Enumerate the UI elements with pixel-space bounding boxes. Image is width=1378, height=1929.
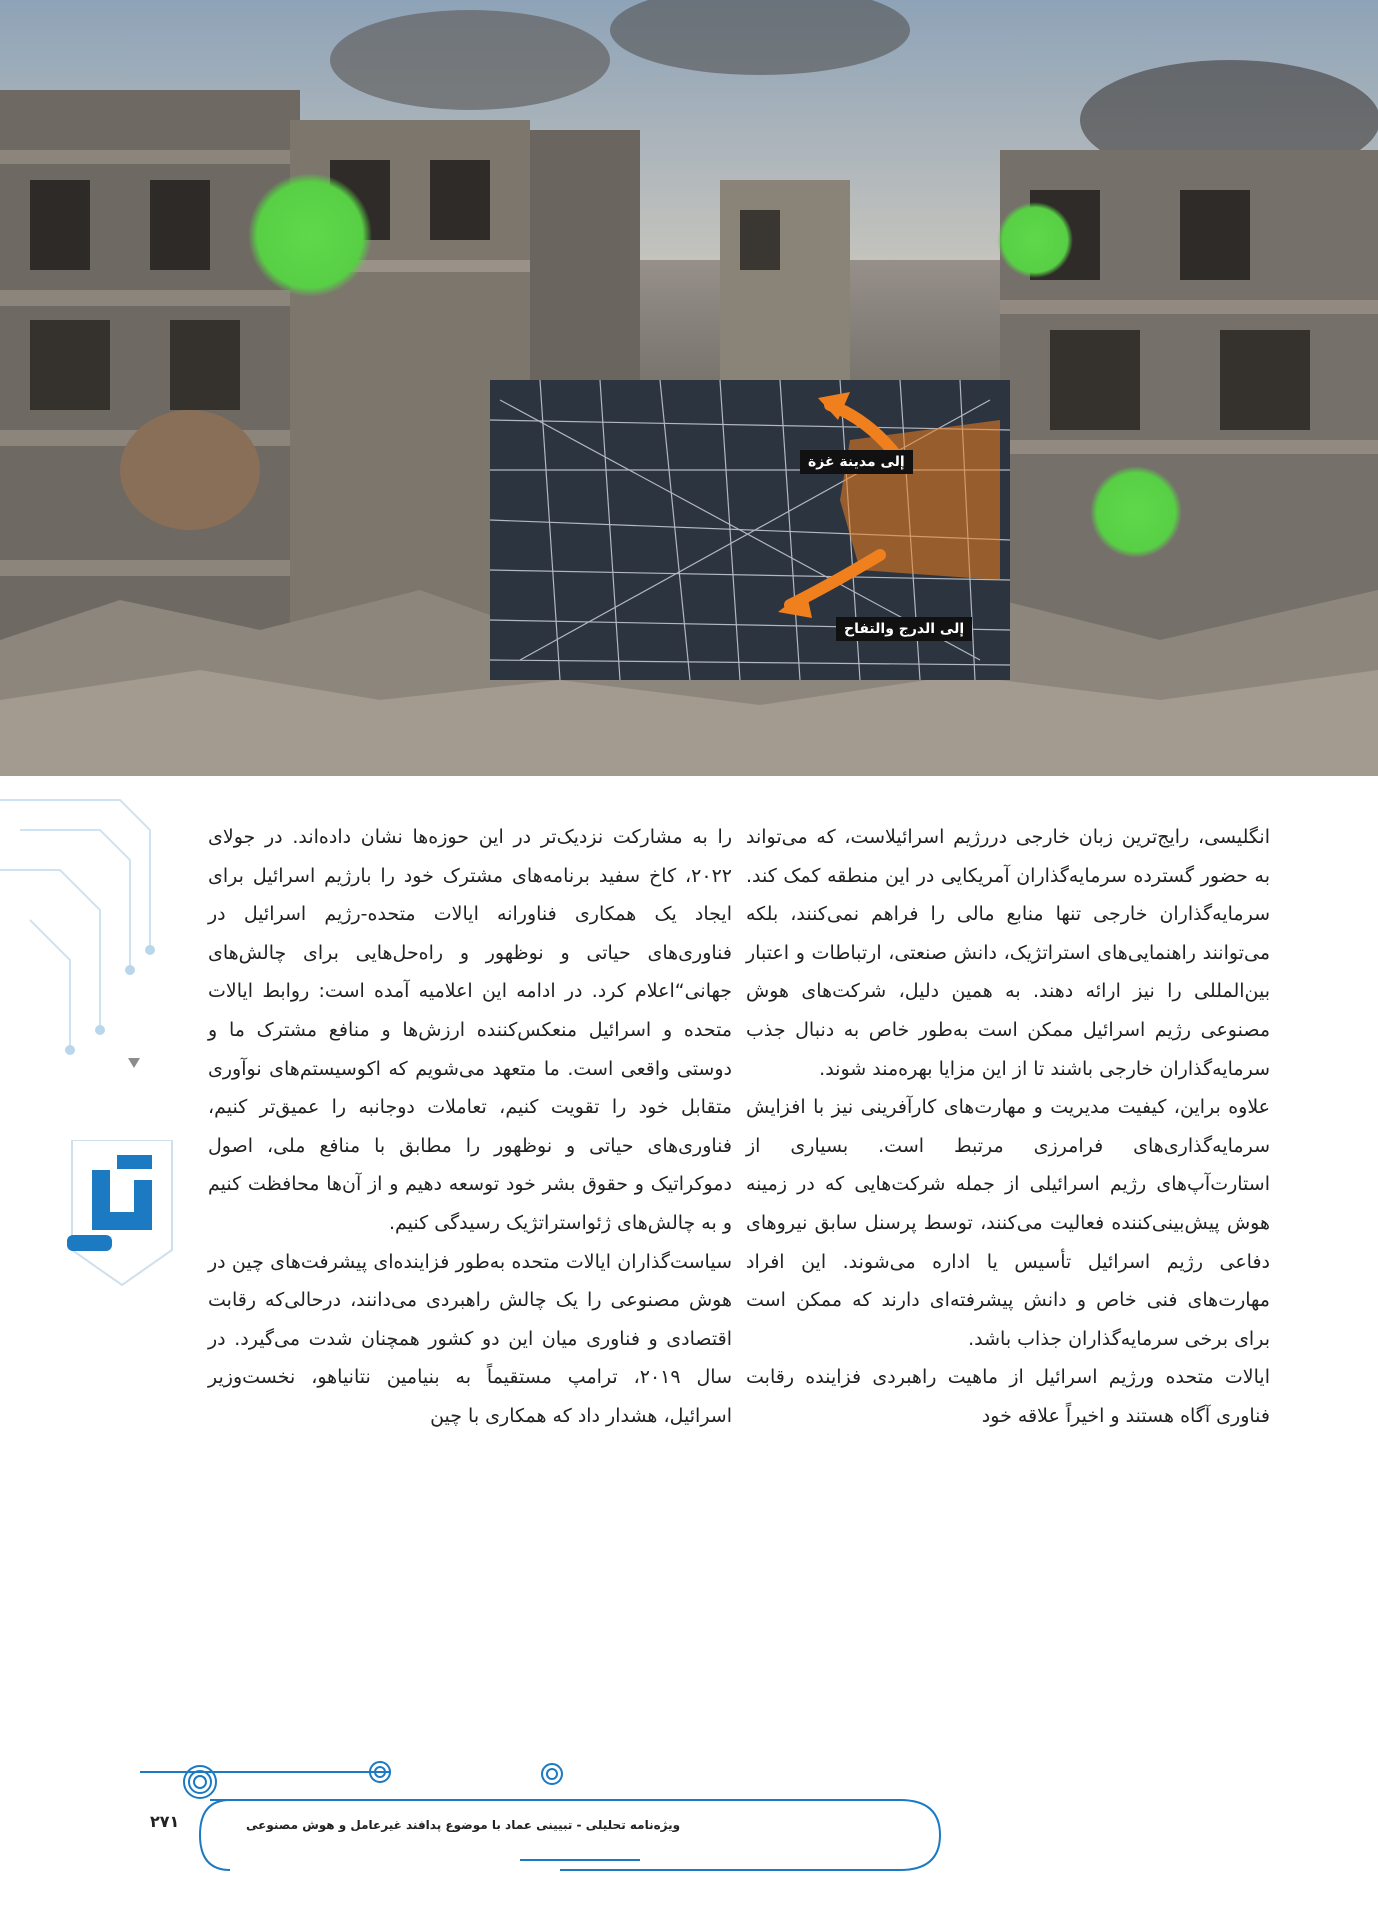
map-label-gaza-city: إلى مدينة غزة xyxy=(800,450,913,474)
paragraph: سیاست‌گذاران ایالات متحده به‌طور فزاینده‌ای پیشرفت‌های چین در هوش مصنوعی را یک چالش راهبردی می‌دانند، درحالی‌که رقابت اقتصادی و فناوری میان این دو کشور همچنان شدت می‌گیرد. در سال ۲۰۱۹، ترامپ مستقیماً به بنیامین نتانیاهو، نخست‌وزیر اسرائیل، هشدار داد که همکاری با چین xyxy=(208,1250,732,1427)
hero-photo xyxy=(0,0,1378,776)
article-column-right xyxy=(746,818,1270,1436)
paragraph: انگلیسی، رایج‌ترین زبان خارجی دررژیم اسرائیلاست، که می‌تواند به حضور گسترده سرمایه‌گذاران آمریکایی در این منطقه کمک کند. سرمایه‌گذاران خارجی تنها منابع مالی را فراهم نمی‌کنند، بلکه می‌توانند راهنمایی‌های استراتژیک، دانش صنعتی، ارتباطات و اعتبار بین‌المللی را نیز ارائه دهند. به همین دلیل، شرکت‌های هوش مصنوعی رژیم اسرائیل ممکن است به‌طور خاص به دنبال جذب سرمایه‌گذاران خارجی باشند تا از این مزایا بهره‌مند شوند. xyxy=(746,826,1270,1080)
map-label-deir: إلى الدرج والتفاح xyxy=(836,617,972,641)
page-number: ۲۷۱ xyxy=(150,1812,180,1831)
footer-title: ویژه‌نامه تحلیلی - تبیینی عماد با موضوع پدافند غیرعامل و هوش مصنوعی xyxy=(246,1818,681,1832)
destroyed-city-illustration xyxy=(0,0,1378,776)
paragraph: را به مشارکت نزدیک‌تر در این حوزه‌ها نشان داده‌اند. در جولای ۲۰۲۲، کاخ سفید برنامه‌های مشترک خود را بارژیم اسرائیل برای ایجاد یک همکاری فناورانه ایالات متحده-رژیم اسرائیل در فناوری‌های حیاتی و نوظهور و راه‌حل‌هایی برای چالش‌های جهانی“اعلام کرد. در ادامه این اعلامیه آمده است: روابط ایالات متحده و اسرائیل منعکس‌کننده ارزش‌ها و منافع مشترک ما و دوستی واقعی است. ما متعهد می‌شویم که اکوسیستم‌های نوآوری متقابل خود را تقویت کنیم، تعاملات دوجانبه را عمیق‌تر کنیم، فناوری‌های حیاتی و نوظهور را مطابق با منافع ملی، اصول دموکراتیک و حقوق بشر خود توسعه دهیم و از آن‌ها محافظت کنیم و به چالش‌های ژئواستراتژیک رسیدگی کنیم. xyxy=(208,826,732,1234)
paragraph: علاوه براین، کیفیت مدیریت و مهارت‌های کارآفرینی نیز با افزایش سرمایه‌گذاری‌های فرامرزی مرتبط است. بسیاری از استارت‌آپ‌های رژیم اسرائیلی از جمله شرکت‌هایی که در زمینه هوش پیش‌بینی‌کننده فعالیت می‌کنند، توسط پرسنل سابق نیروهای دفاعی رژیم اسرائیل تأسیس یا اداره می‌شوند. این افراد مهارت‌های فنی خاص و دانش پیشرفته‌ای دارند که ممکن است برای برخی سرمایه‌گذاران جذاب باشد. xyxy=(746,1096,1270,1350)
emad-logo xyxy=(62,1140,182,1290)
article-column-left xyxy=(208,818,732,1436)
paragraph: ایالات متحده ورژیم اسرائیل از ماهیت راهبردی فزاینده رقابت فناوری آگاه هستند و اخیراً علاقه خود xyxy=(746,1366,1270,1427)
